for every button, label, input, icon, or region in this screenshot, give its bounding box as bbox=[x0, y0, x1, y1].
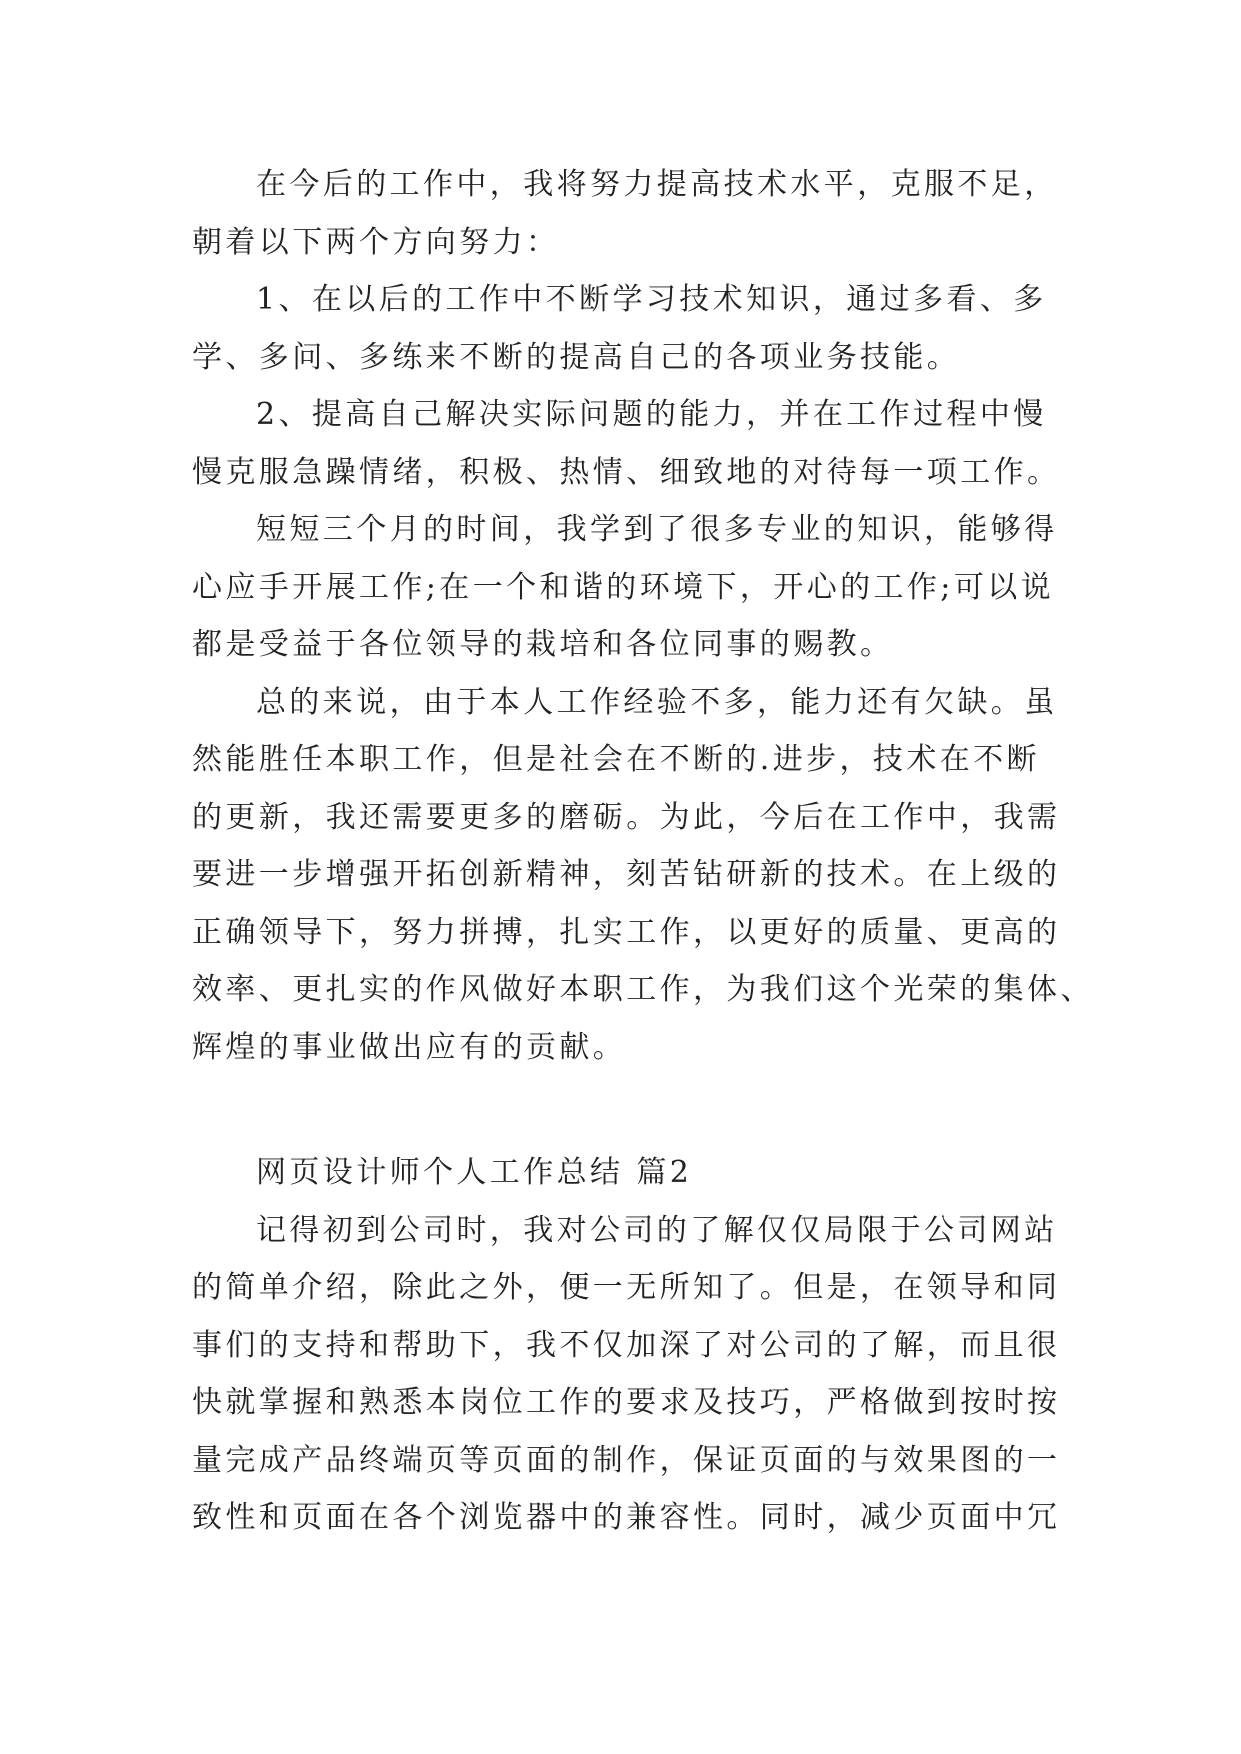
text-line: 要进一步增强开拓创新精神，刻苦钻研新的技术。在上级的 bbox=[192, 857, 1061, 892]
text-line: 2、提高自己解决实际问题的能力，并在工作过程中慢 bbox=[256, 397, 1047, 432]
text-line: 总的来说，由于本人工作经验不多，能力还有欠缺。虽 bbox=[256, 684, 1058, 720]
section-title: 网页设计师个人工作总结 篇2 bbox=[256, 1155, 693, 1190]
text-line: 在今后的工作中，我将努力提高技术水平，克服不足， bbox=[256, 167, 1058, 202]
text-line: 快就掌握和熟悉本岗位工作的要求及技巧，严格做到按时按 bbox=[192, 1385, 1061, 1420]
text-line: 朝着以下两个方向努力： bbox=[192, 224, 560, 260]
text-line: 慢克服急躁情绪，积极、热情、细致地的对待每一项工作。 bbox=[192, 454, 1061, 490]
text-line: 的更新，我还需要更多的磨砺。为此，今后在工作中，我需 bbox=[192, 799, 1061, 835]
text-line: 然能胜任本职工作，但是社会在不断的.进步，技术在不断 bbox=[192, 742, 1040, 777]
text-line: 效率、更扎实的作风做好本职工作，为我们这个光荣的集体、 bbox=[192, 972, 1094, 1007]
text-line: 记得初到公司时，我对公司的了解仅仅局限于公司网站 bbox=[256, 1212, 1058, 1248]
body-text-block-1 bbox=[192, 156, 1094, 1076]
text-line: 事们的支持和帮助下，我不仅加深了对公司的了解，而且很 bbox=[192, 1327, 1061, 1363]
text-line: 正确领导下，努力拼搏，扎实工作，以更好的质量、更高的 bbox=[192, 914, 1061, 950]
text-line: 1、在以后的工作中不断学习技术知识，通过多看、多 bbox=[256, 282, 1047, 317]
body-text-block-2 bbox=[192, 1144, 1072, 1547]
text-line: 致性和页面在各个浏览器中的兼容性。同时，减少页面中冗 bbox=[192, 1500, 1061, 1535]
text-line: 量完成产品终端页等页面的制作，保证页面的与效果图的一 bbox=[192, 1442, 1061, 1478]
text-line: 短短三个月的时间，我学到了很多专业的知识，能够得 bbox=[256, 512, 1058, 547]
text-line: 的简单介绍，除此之外，便一无所知了。但是，在领导和同 bbox=[192, 1270, 1061, 1305]
text-line: 心应手开展工作;在一个和谐的环境下，开心的工作;可以说 bbox=[192, 569, 1055, 605]
text-line: 学、多问、多练来不断的提高自己的各项业务技能。 bbox=[192, 339, 961, 375]
text-line: 辉煌的事业做出应有的贡献。 bbox=[192, 1029, 627, 1065]
text-line: 都是受益于各位领导的栽培和各位同事的赐教。 bbox=[192, 627, 894, 662]
